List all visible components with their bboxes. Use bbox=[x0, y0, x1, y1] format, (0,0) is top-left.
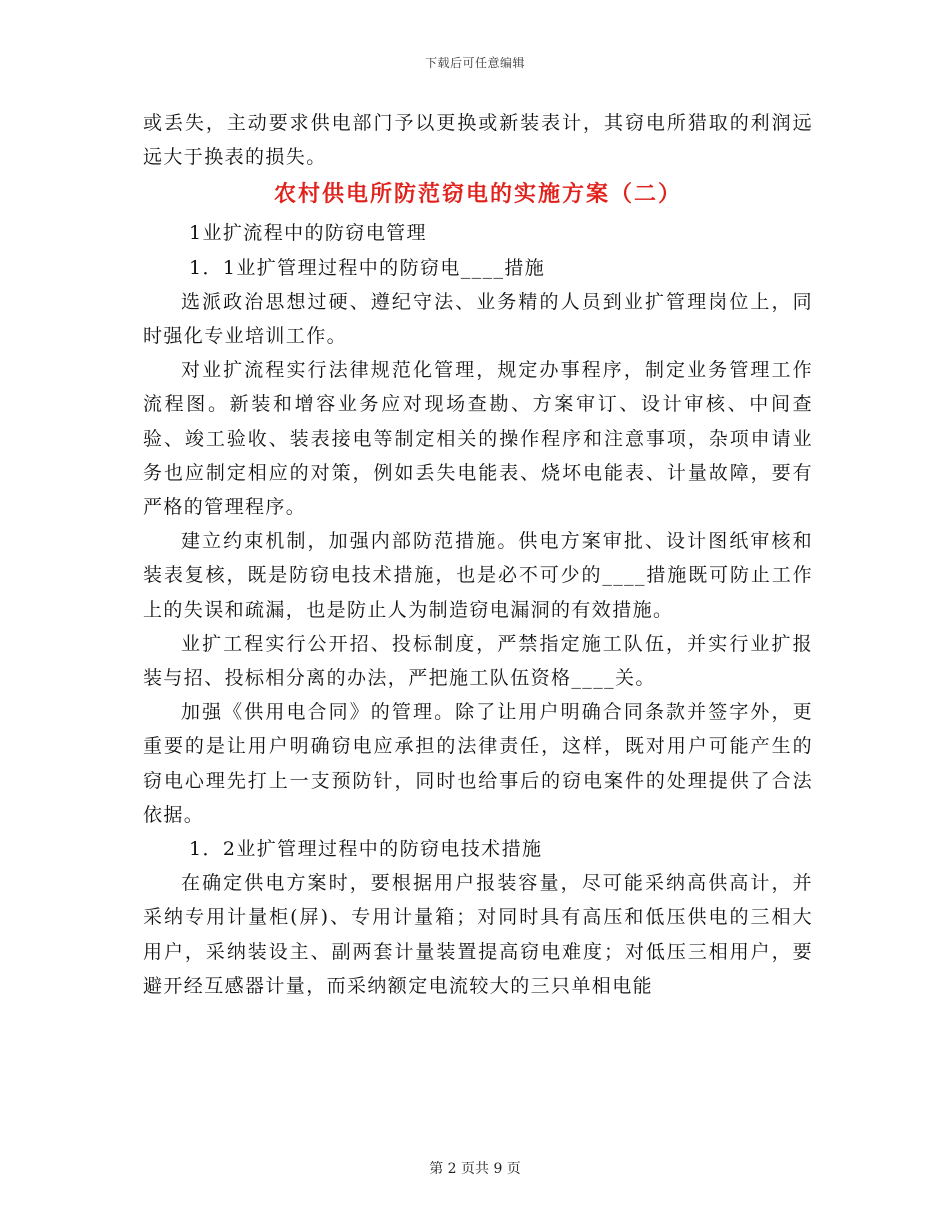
paragraph-4: 业扩工程实行公开招、投标制度，严禁指定施工队伍，并实行业扩报装与招、投标相分离的办法，严把施工队伍资格____关。 bbox=[143, 632, 813, 690]
paragraph-2: 对业扩流程实行法律规范化管理，规定办事程序，制定业务管理工作流程图。新装和增容业务应对现场查勘、方案审订、设计审核、中间查验、竣工验收、装表接电等制定相关的操作程序和注意事项，杂项申请业务也应制定相应的对策，例如丢失电能表、烧坏电能表、计量故障，要有严格的管理程序。 bbox=[143, 359, 813, 519]
page-footer: 第 2 页共 9 页 bbox=[429, 1161, 521, 1177]
paragraph-1: 选派政治思想过硬、遵纪守法、业务精的人员到业扩管理岗位上，同时强化专业培训工作。 bbox=[143, 290, 813, 348]
section-heading-1: 1业扩流程中的防窃电管理 bbox=[189, 222, 427, 245]
paragraph-6: 在确定供电方案时，要根据用户报装容量，尽可能采纳高供高计，并采纳专用计量柜(屏)、专用计量箱；对同时具有高压和低压供电的三相大用户，采纳装设主、副两套计量装置提高窃电难度；对低压三相用户，要避开经互感器计量，而采纳额定电流较大的三只单相电能 bbox=[143, 872, 813, 997]
document-body bbox=[143, 106, 813, 1003]
section-heading-1-1: 1．1业扩管理过程中的防窃电____措施 bbox=[189, 256, 546, 279]
paragraph-3: 建立约束机制，加强内部防范措施。供电方案审批、设计图纸审核和装表复核，既是防窃电技术措施，也是必不可少的____措施既可防止工作上的失误和疏漏，也是防止人为制造窃电漏洞的有效措施。 bbox=[143, 530, 813, 621]
page-header: 下载后可任意编辑 bbox=[424, 56, 525, 70]
paragraph-5: 加强《供用电合同》的管理。除了让用户明确合同条款并签字外，更重要的是让用户明确窃电应承担的法律责任，这样，既对用户可能产生的窃电心理先打上一支预防针，同时也给事后的窃电案件的处理提供了合法依据。 bbox=[143, 701, 813, 826]
document-title: 农村供电所防范窃电的实施方案（二） bbox=[273, 181, 682, 208]
section-heading-1-2: 1．2业扩管理过程中的防窃电技术措施 bbox=[189, 838, 543, 861]
intro-paragraph: 或丢失，主动要求供电部门予以更换或新装表计，其窃电所猎取的利润远远大于换表的损失。 bbox=[143, 112, 813, 169]
